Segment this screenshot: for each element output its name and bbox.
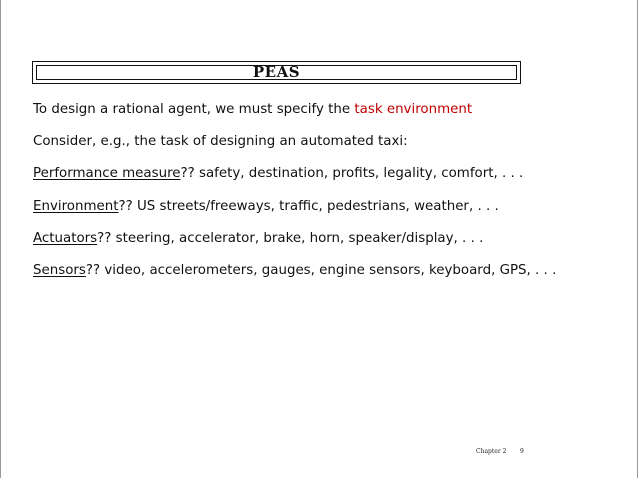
peas-item-performance [33,165,523,183]
footer-page-number: 9 [520,448,524,455]
performance-measure-term: Performance measure [33,166,181,181]
actuators-text: ?? steering, accelerator, brake, horn, speaker/display, . . . [97,231,484,246]
task-environment-highlight: task environment [354,102,473,117]
environment-term: Environment [33,199,119,214]
intro-text: To design a rational agent, we must specify the [33,102,355,117]
title-inner-frame [36,65,517,80]
performance-measure-text: ?? safety, destination, profits, legality, comfort, . . . [180,166,524,181]
sensors-term: Sensors [33,263,86,278]
slide-left-edge [0,0,1,478]
sensors-text: ?? video, accelerometers, gauges, engine sensors, keyboard, GPS, . . . [85,263,557,278]
environment-text: ?? US streets/freeways, traffic, pedestrians, weather, . . . [118,199,499,214]
slide-title: PEAS [252,63,301,81]
title-frame [32,61,521,84]
peas-item-environment [33,198,499,216]
actuators-term: Actuators [33,231,98,246]
peas-item-sensors [33,262,556,280]
peas-item-actuators [33,230,483,248]
footer-chapter: Chapter 2 [476,448,507,455]
intro-line [33,101,472,119]
consider-line: Consider, e.g., the task of designing an automated taxi: [33,134,408,149]
